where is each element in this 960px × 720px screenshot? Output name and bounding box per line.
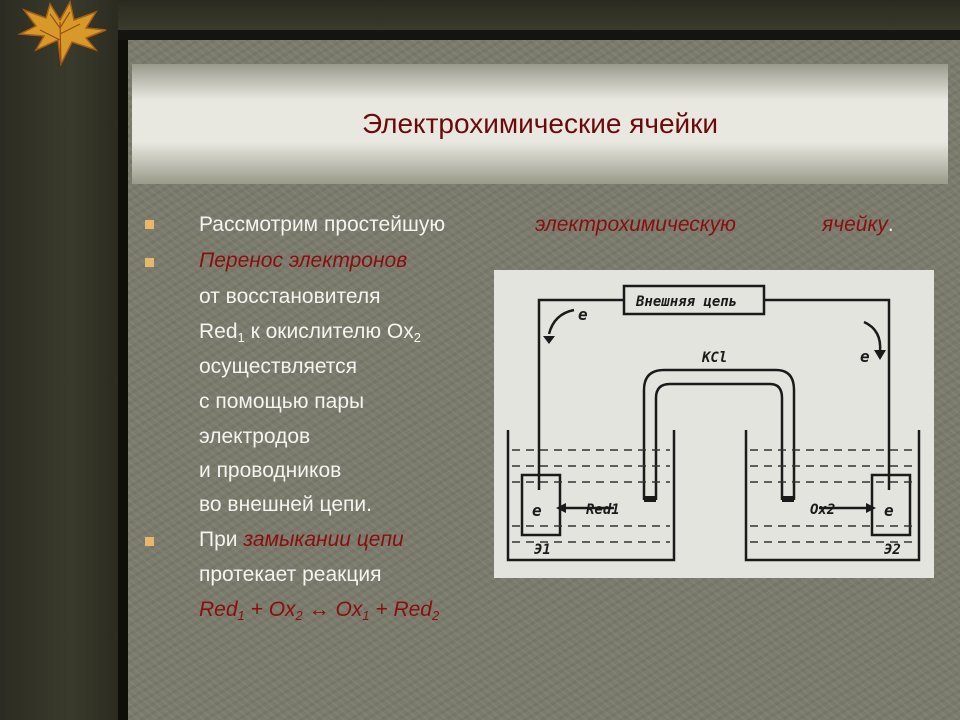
label-ox2: Ox2 (810, 502, 836, 518)
left-shadow-edge (118, 30, 128, 720)
bullet-2-line-3: Red$_1$ к окислителю $Ox_2$ (199, 320, 421, 345)
bullet-1-text-italic (535, 213, 736, 237)
bullet-2-line-7: и проводников (199, 459, 342, 482)
label-electron-right: e (860, 347, 870, 366)
label-kcl: KCl (702, 350, 728, 366)
label-red1: Red1 (586, 502, 620, 518)
label-electrode-right-e: e (884, 501, 894, 520)
bullet-marker (145, 258, 154, 267)
bullet-2-line-5: с помощью пары (199, 390, 365, 413)
bullet-2-line-6: электродов (199, 425, 311, 448)
bullet-1-text-italic-2 (822, 213, 894, 237)
bullet-3-line-1 (199, 528, 404, 552)
bullet-2-line-4: осуществляется (199, 355, 358, 378)
top-border-band (0, 0, 960, 34)
electrochemical-cell-diagram (494, 270, 934, 578)
bullet-3-line-2: протекает реакция (199, 563, 382, 586)
label-e1: Э1 (534, 542, 551, 558)
leaf-decoration-icon (6, 0, 116, 68)
bullet-1-period: . (887, 213, 894, 236)
bullet-1-part-italic-2: ячейку (822, 213, 888, 236)
bullet-1-part-normal: Рассмотрим простейшую (199, 213, 446, 236)
label-external-circuit: Внешняя цепь (636, 294, 738, 310)
slide-title: Электрохимические ячейки (361, 108, 719, 139)
bullet-2-line-2: от восстановителя (199, 285, 381, 308)
bullet-3-italic: замыкании цепи (243, 528, 404, 551)
label-electron-left: e (578, 305, 588, 324)
cell-schematic (494, 270, 934, 578)
bullet-1-text (199, 213, 445, 237)
title-banner (132, 64, 948, 184)
bullet-2-heading: Перенос электронов (199, 249, 408, 272)
bullet-marker (145, 220, 154, 229)
reaction-equation: $Red_1 + Ox_2$ ↔ $Ox_1 + Red_2$ (199, 598, 440, 623)
left-border-band (0, 0, 118, 720)
label-electrode-left-e: e (532, 501, 542, 520)
bullet-3-prefix: При (199, 528, 238, 551)
bullet-marker (145, 537, 154, 546)
bullet-1-part-italic: электрохимическую (535, 213, 736, 236)
label-e2: Э2 (884, 542, 901, 558)
top-shadow-edge (118, 30, 960, 40)
bullet-2-line-8: во внешней цепи. (199, 493, 372, 516)
